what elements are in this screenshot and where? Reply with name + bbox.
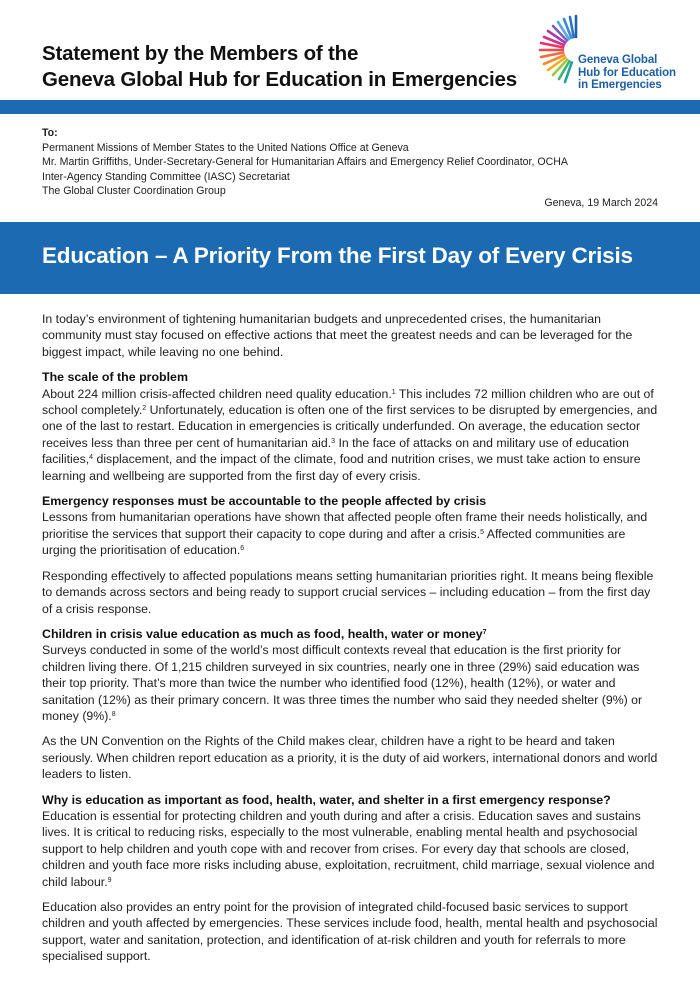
- body-paragraph: Education also provides an entry point for the provision of integrated child-focused basic services to support children and youth affected by emergencies. These services include food, health, mental health and psychosocial support, water and sanitation, protection, and identification of at-risk children and youth for referrals to more specialised support.: [42, 900, 658, 964]
- section-why: [42, 792, 660, 965]
- recipient-line: The Global Cluster Coordination Group: [42, 185, 226, 197]
- footnote-ref[interactable]: 4: [89, 454, 94, 462]
- section-children: [42, 626, 660, 783]
- hub-logo: [536, 12, 676, 102]
- title-line-2: Geneva Global Hub for Education in Emergencies: [42, 68, 517, 91]
- section-heading: Emergency responses must be accountable to the people affected by crisis: [42, 494, 487, 509]
- footnote-ref[interactable]: 9: [107, 876, 112, 884]
- statement-date: Geneva, 19 March 2024: [544, 197, 658, 209]
- body-paragraph: About 224 million crisis-affected children need quality education.$^1$ This includes 72 million children who are out of school completely.$^2$ Unfortunately, education is often one of the first services to be disrupted by emergencies, and one of the last to restart. Education in emergencies is critically underfunded. On average, the education sector receives less than three per cent of humanitarian aid.$^3$ In the face of attacks on and military use of education facilities,$^4$ displacement, and the impact of the climate, food and nutrition crises, we must take action to ensure learning and wellbeing are supported from the first day of every crisis.: [42, 386, 658, 483]
- footnote-ref[interactable]: 8: [111, 710, 116, 718]
- logo-wordmark: [578, 54, 676, 92]
- recipients-block: [42, 126, 568, 199]
- body-paragraph: Education is essential for protecting children and youth during and after a crisis. Education saves and sustains lives. It is critical to reducing risks, especially to the most vulnerable, enabling mental health and psychosocial support to help children and youth cope with and recover from crises. For every day that schools are closed, children and youth face more risks including abuse, exploitation, recruitment, child marriage, sexual violence and child labour.$^9$: [42, 808, 655, 889]
- footnote-ref[interactable]: 7: [482, 628, 487, 636]
- footnote-ref[interactable]: 6: [240, 545, 245, 553]
- body-paragraph: Responding effectively to affected populations means setting humanitarian priorities right. It means being flexible to demands across sectors and being ready to support crucial services – including education – from the first day of a crisis response.: [42, 568, 654, 616]
- footnote-ref[interactable]: 1: [391, 388, 396, 396]
- logo-rays-icon: [536, 12, 582, 92]
- banner-title: Education – A Priority From the First Day of Every Crisis: [42, 243, 633, 268]
- page-header: [0, 0, 700, 100]
- footnote-ref[interactable]: 2: [142, 405, 147, 413]
- section-scale: [42, 369, 660, 484]
- body-paragraph: As the UN Convention on the Rights of the Child makes clear, children have a right to be heard and taken seriously. When children report education as a priority, it is the duty of aid workers, international donors and world leaders to listen.: [42, 734, 658, 782]
- statement-body: [42, 311, 660, 974]
- footnote-ref[interactable]: 3: [331, 437, 336, 445]
- header-divider-bar: [0, 100, 700, 114]
- body-paragraph: Surveys conducted in some of the world’s most difficult contexts reveal that education is the first priority for children living there. Of 1,215 children surveyed in six countries, nearly one in three (29%) said education was their top priority. That’s more than twice the number who identified food (12%), health (12%), or water and sanitation (12%) as their primary concern. It was three times the number who said they needed shelter (9%) or money (9%).$^8$: [42, 643, 643, 723]
- section-heading: Why is education as important as food, health, water, and shelter in a first emergency response?: [42, 792, 611, 807]
- recipient-line: Inter-Agency Standing Committee (IASC) Secretariat: [42, 170, 290, 183]
- body-paragraph: Lessons from humanitarian operations have shown that affected people often frame their needs holistically, and prioritise the services that support their capacity to cope during and after a crisis.$^5$ Affected communities are urging the prioritisation of education.$^6$: [42, 510, 648, 558]
- section-heading: Children in crisis value education as much as food, health, water or money$^7$: [42, 626, 487, 641]
- title-line-1: Statement by the Members of the: [42, 42, 359, 65]
- logo-text-line-2: Hub for Education: [578, 66, 676, 79]
- section-heading: The scale of the problem: [42, 370, 188, 385]
- recipient-line: Mr. Martin Griffiths, Under-Secretary-General for Humanitarian Affairs and Emergency Relief Coordinator, OCHA: [42, 156, 568, 168]
- section-accountable: [42, 493, 660, 617]
- intro-paragraph: In today’s environment of tightening humanitarian budgets and unprecedented crises, the humanitarian community must stay focused on effective actions that meet the greatest needs and can be leveraged for the biggest impact, while leaving no one behind.: [42, 312, 633, 359]
- logo-text-line-3: in Emergencies: [578, 79, 662, 91]
- logo-text-line-1: Geneva Global: [578, 54, 658, 66]
- recipient-line: Permanent Missions of Member States to the United Nations Office at Geneva: [42, 141, 409, 154]
- footnote-ref[interactable]: 5: [480, 528, 485, 536]
- recipients-label: To:: [42, 127, 58, 139]
- title-banner: [0, 222, 700, 294]
- document-title: [42, 41, 517, 93]
